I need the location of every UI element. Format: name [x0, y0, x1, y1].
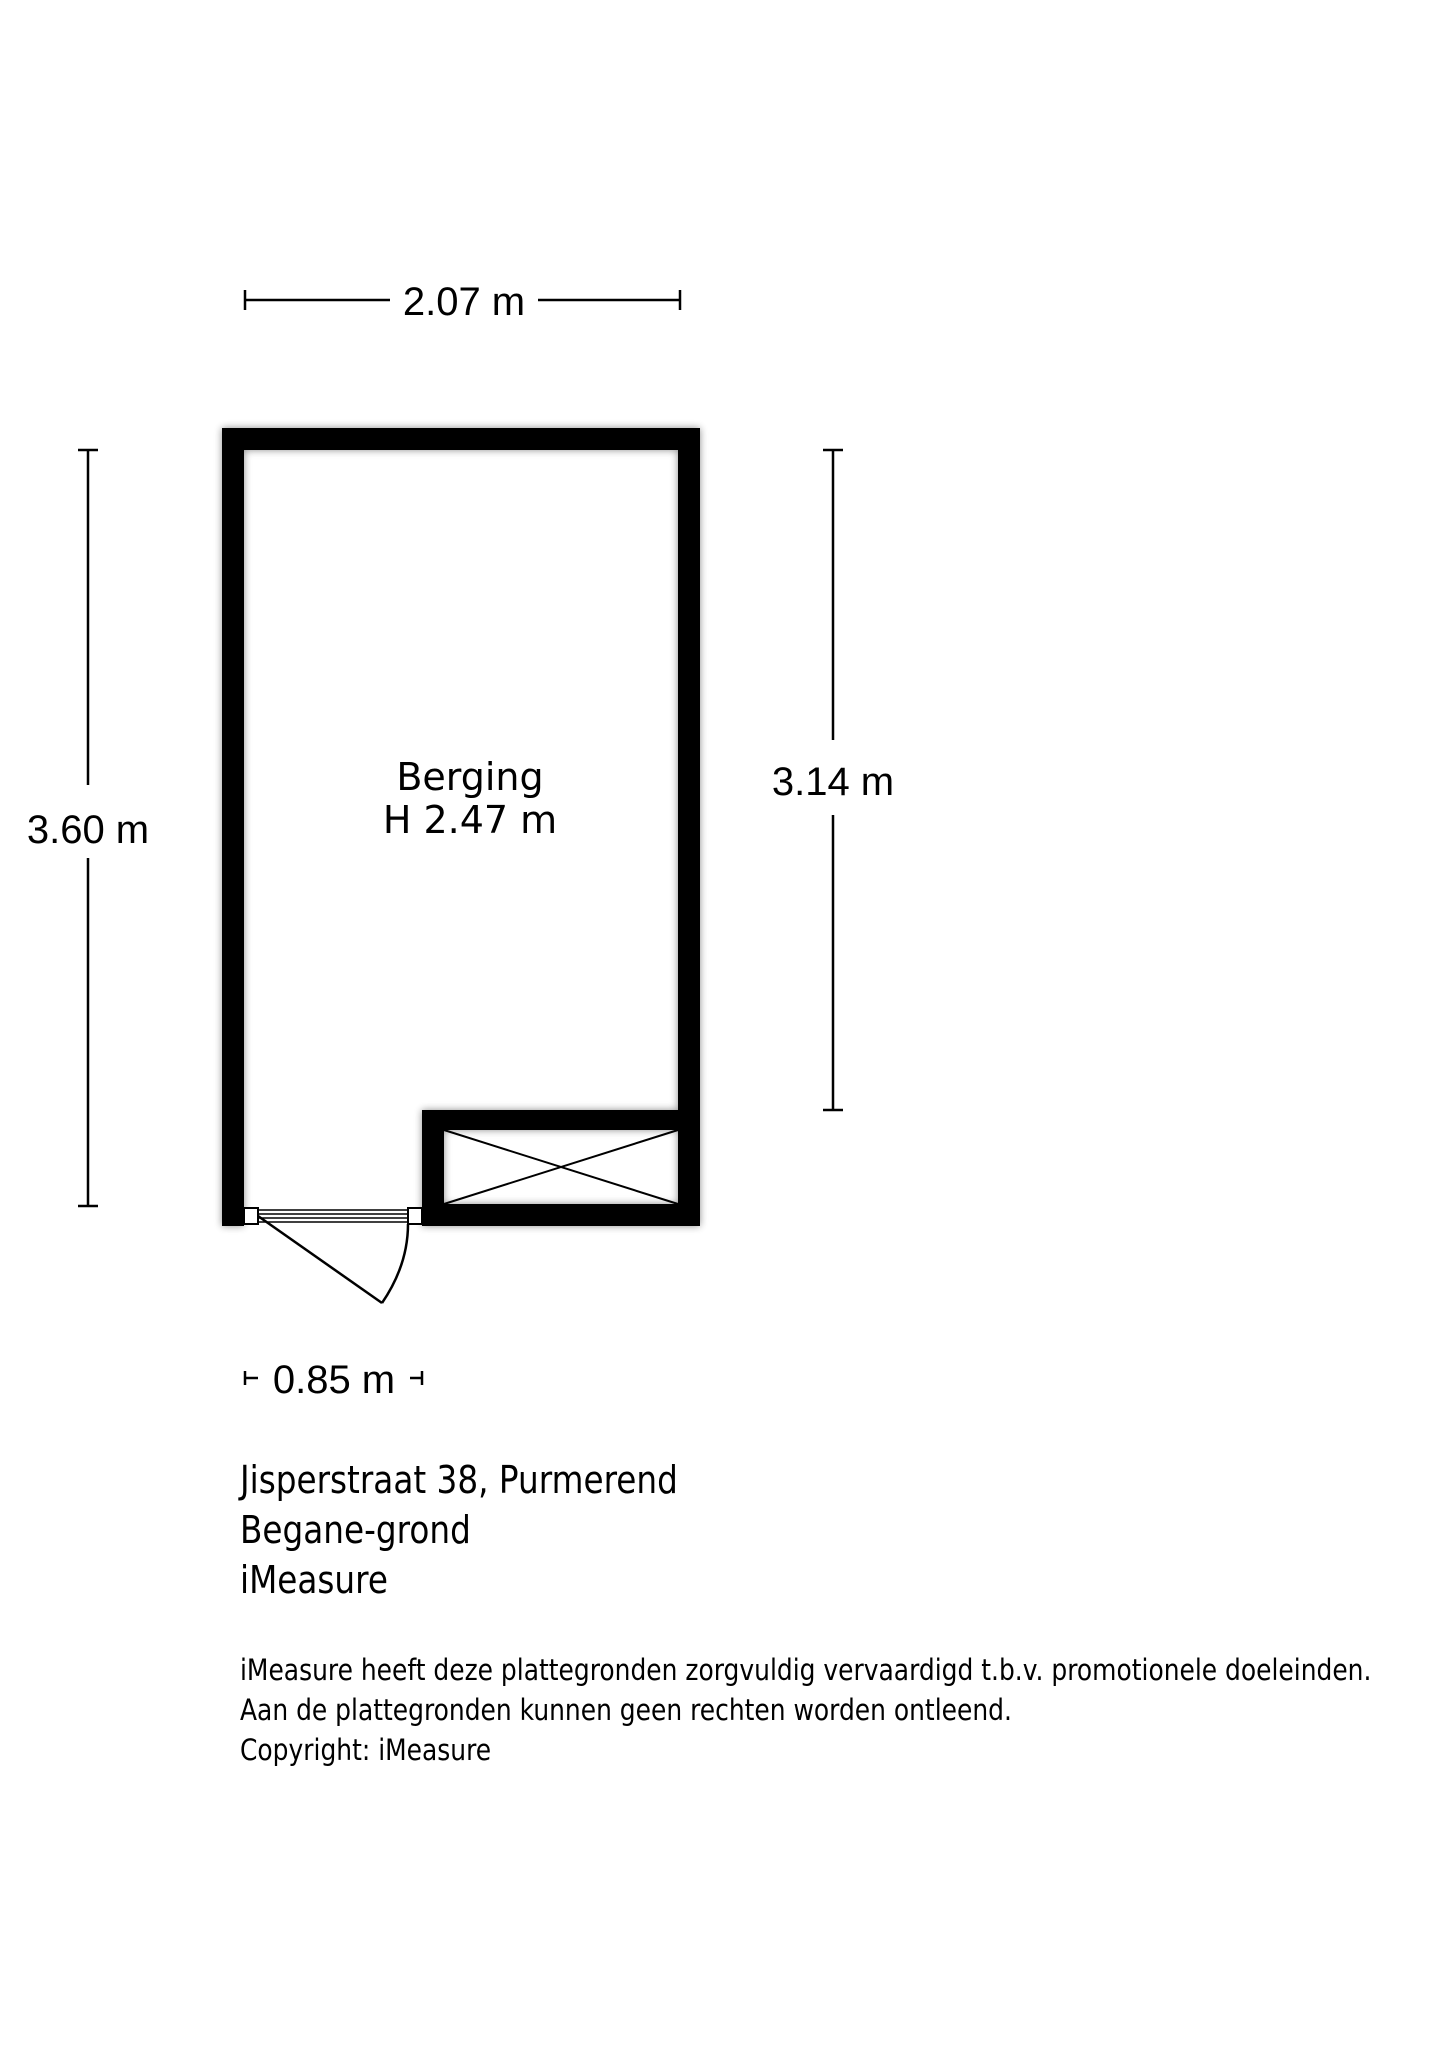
dimension-label-left-height: 3.60 m — [26, 808, 150, 852]
door — [244, 1208, 422, 1303]
disclaimer-line-2: Aan de plattegronden kunnen geen rechten worden ontleend. — [240, 1693, 1012, 1727]
wall-bottom-right — [422, 1204, 700, 1226]
wall-top — [222, 428, 700, 450]
dimension-top-width — [245, 280, 680, 324]
property-address: Jisperstraat 38, Purmerend — [240, 1458, 678, 1502]
dimension-door-width — [245, 1358, 422, 1402]
copyright-line: Copyright: iMeasure — [240, 1733, 492, 1767]
dimension-label-right-height: 3.14 m — [771, 760, 895, 804]
dimension-label-top-width: 2.07 m — [402, 280, 526, 324]
wall-left — [222, 428, 244, 1226]
dimension-label-door-width: 0.85 m — [272, 1358, 396, 1402]
disclaimer — [240, 1650, 1371, 1770]
closet-wall-left — [422, 1110, 444, 1226]
closet-cross — [444, 1130, 678, 1204]
room-name: Berging — [396, 755, 544, 799]
property-info — [240, 1455, 678, 1605]
door-swing-arc — [382, 1224, 408, 1303]
dimension-right-height — [772, 450, 894, 1110]
wall-bottom-left-stub — [222, 1204, 244, 1226]
room-height: H 2.47 m — [382, 798, 558, 842]
door-leaf — [258, 1216, 382, 1303]
disclaimer-line-1: iMeasure heeft deze plattegronden zorgvuldig vervaardigd t.b.v. promotionele doeleinden. — [240, 1653, 1372, 1687]
closet-wall-top — [422, 1110, 700, 1130]
floor-name: Begane-grond — [240, 1508, 471, 1552]
door-jamb-left — [244, 1208, 258, 1224]
wall-right — [678, 428, 700, 1226]
dimension-left-height — [27, 450, 149, 1206]
company-name: iMeasure — [240, 1558, 388, 1602]
door-jamb-right — [408, 1208, 422, 1224]
